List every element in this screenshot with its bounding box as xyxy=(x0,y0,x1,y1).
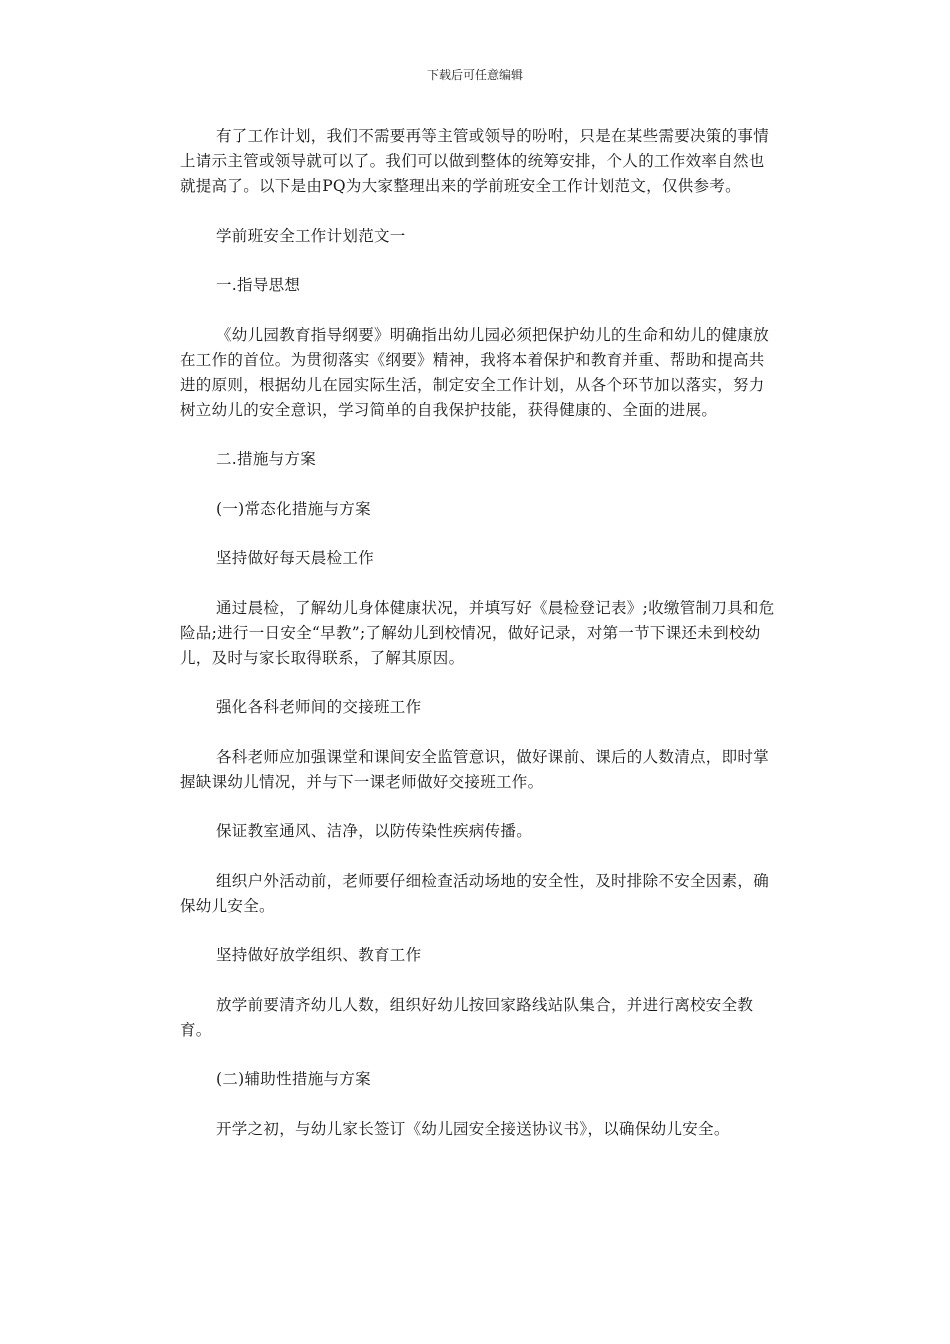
subheading-auxiliary-measures: (二)辅助性措施与方案 xyxy=(216,1070,371,1088)
document-body xyxy=(180,124,780,1142)
intro-paragraph: 有了工作计划，我们不需要再等主管或领导的吩咐，只是在某些需要决策的事情上请示主管或领导就可以了。我们可以做到整体的统筹安排，个人的工作效率自然也就提高了。以下是由PQ为大家整理出来的学前班安全工作计划范文，仅供参考。 xyxy=(180,127,770,195)
heading-guiding-thought: 一.指导思想 xyxy=(216,276,301,294)
ventilation-paragraph: 保证教室通风、洁净，以防传染性疾病传播。 xyxy=(216,822,533,840)
page-header: 下载后可任意编辑 xyxy=(426,68,523,82)
item-shift-handover: 强化各科老师间的交接班工作 xyxy=(216,698,422,716)
subheading-routine-measures: (一)常态化措施与方案 xyxy=(216,499,371,518)
guiding-thought-paragraph: 《幼儿园教育指导纲要》明确指出幼儿园必须把保护幼儿的生命和幼儿的健康放在工作的首位。为贯彻落实《纲要》精神，我将本着保护和教育并重、帮助和提高共进的原则，根据幼儿在园实际生活，制定安全工作计划，从各个环节加以落实，努力树立幼儿的安全意识，学习简单的自我保护技能，获得健康的、全面的进展。 xyxy=(180,325,770,419)
item-dismissal: 坚持做好放学组织、教育工作 xyxy=(216,946,422,964)
agreement-paragraph: 开学之初，与幼儿家长签订《幼儿园安全接送协议书》，以确保幼儿安全。 xyxy=(216,1119,730,1138)
item-morning-check: 坚持做好每天晨检工作 xyxy=(216,549,375,567)
morning-check-paragraph: 通过晨检，了解幼儿身体健康状况，并填写好《晨检登记表》;收缴管制刀具和危险品;进行一日安全“早教”;了解幼儿到校情况，做好记录，对第一节下课还未到校幼儿，及时与家长取得联系，了解其原因。 xyxy=(180,598,775,667)
section-title: 学前班安全工作计划范文一 xyxy=(216,226,406,245)
dismissal-paragraph: 放学前要清齐幼儿人数，组织好幼儿按回家路线站队集合，并进行离校安全教育。 xyxy=(180,995,754,1039)
shift-handover-paragraph: 各科老师应加强课堂和课间安全监管意识，做好课前、课后的人数清点，即时掌握缺课幼儿情况，并与下一课老师做好交接班工作。 xyxy=(180,747,770,791)
heading-measures: 二.措施与方案 xyxy=(216,450,317,468)
outdoor-activity-paragraph: 组织户外活动前，老师要仔细检查活动场地的安全性，及时排除不安全因素，确保幼儿安全。 xyxy=(180,871,770,915)
